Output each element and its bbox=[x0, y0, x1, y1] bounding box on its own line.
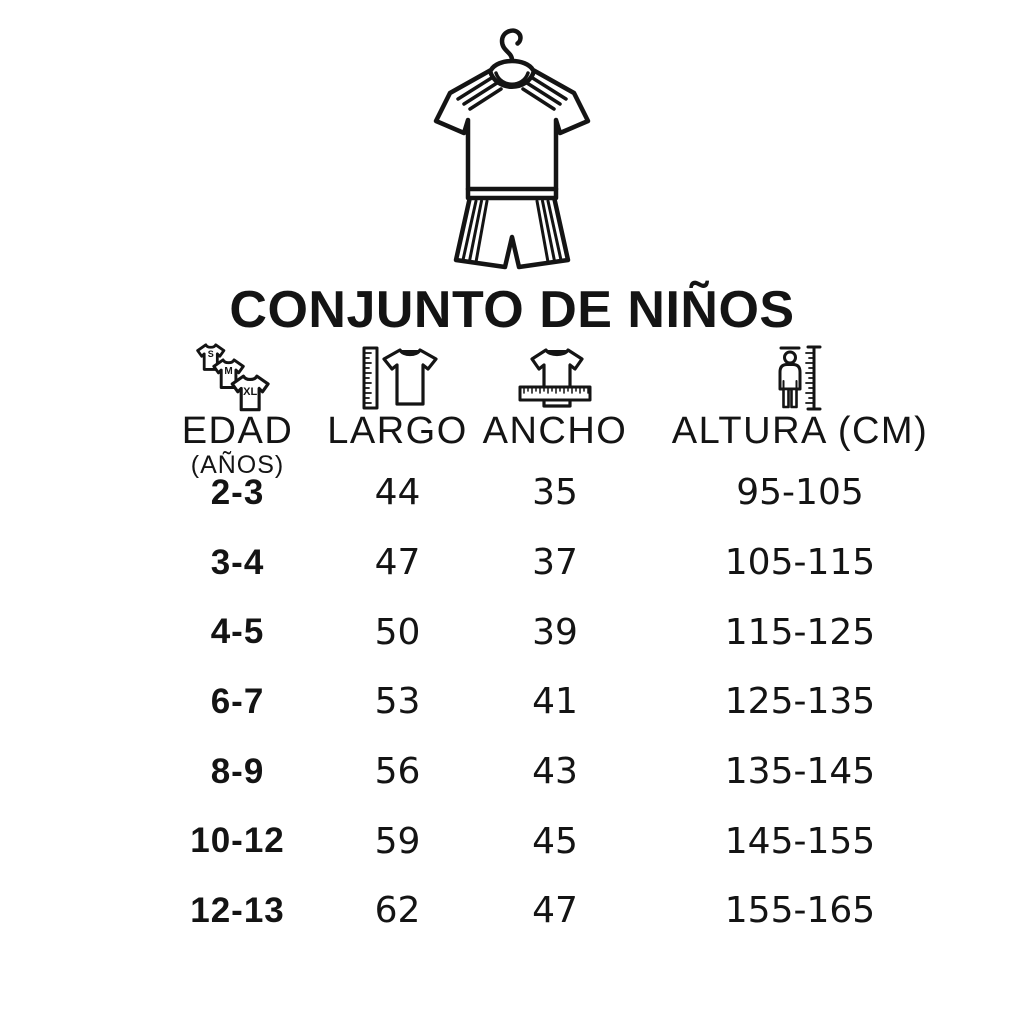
cell-ancho: 45 bbox=[532, 820, 578, 862]
column-header-edad-label: EDAD bbox=[181, 410, 294, 452]
cell-edad: 3-4 bbox=[210, 542, 265, 582]
cell-edad: 2-3 bbox=[210, 472, 265, 512]
svg-text:XL: XL bbox=[242, 386, 257, 398]
column-header-ancho bbox=[475, 412, 635, 478]
table-row bbox=[155, 806, 965, 876]
cell-altura: 135-145 bbox=[724, 751, 876, 793]
column-header-altura-label: ALTURA (CM) bbox=[671, 410, 929, 452]
cell-altura: 125-135 bbox=[724, 681, 876, 723]
ruler-shirt-length-icon bbox=[350, 342, 446, 414]
cell-edad: 12-13 bbox=[190, 890, 285, 930]
person-height-ruler-icon bbox=[770, 342, 830, 414]
cell-ancho: 47 bbox=[532, 890, 578, 932]
stacked-shirt-sizes-icon bbox=[190, 342, 286, 414]
table-row bbox=[155, 597, 965, 667]
cell-largo: 44 bbox=[374, 472, 421, 514]
cell-edad: 4-5 bbox=[210, 612, 265, 652]
column-header-altura bbox=[635, 412, 965, 478]
cell-ancho: 35 bbox=[532, 472, 578, 514]
cell-edad: 8-9 bbox=[210, 751, 265, 791]
cell-edad: 10-12 bbox=[190, 821, 285, 861]
table-header-row bbox=[155, 410, 965, 479]
cell-ancho: 39 bbox=[532, 611, 578, 653]
table-rows bbox=[155, 458, 965, 946]
cell-largo: 59 bbox=[374, 820, 421, 862]
cell-ancho: 41 bbox=[532, 681, 578, 723]
jersey-icon bbox=[436, 61, 588, 198]
cell-largo: 47 bbox=[374, 542, 421, 584]
page-title: CONJUNTO DE NIÑOS bbox=[229, 281, 795, 339]
column-header-edad-sublabel: (AÑOS) bbox=[190, 450, 285, 479]
table-icon-row bbox=[155, 342, 965, 412]
cell-largo: 62 bbox=[374, 890, 421, 932]
cell-edad: 6-7 bbox=[210, 681, 265, 721]
cell-largo: 50 bbox=[374, 611, 421, 653]
kit-illustration bbox=[412, 20, 612, 272]
cell-ancho: 43 bbox=[532, 751, 578, 793]
cell-altura: 105-115 bbox=[724, 542, 876, 584]
table-row bbox=[155, 876, 965, 946]
table-row bbox=[155, 528, 965, 598]
column-header-largo bbox=[320, 412, 475, 478]
svg-text:S: S bbox=[207, 349, 214, 359]
cell-ancho: 37 bbox=[532, 542, 578, 584]
cell-altura: 155-165 bbox=[724, 890, 876, 932]
column-header-edad bbox=[155, 412, 320, 478]
svg-text:M: M bbox=[223, 366, 233, 377]
table-row bbox=[155, 667, 965, 737]
column-header-largo-label: LARGO bbox=[327, 410, 468, 452]
table-row bbox=[155, 737, 965, 807]
cell-altura: 115-125 bbox=[724, 611, 876, 653]
column-header-ancho-label: ANCHO bbox=[482, 410, 628, 452]
cell-largo: 56 bbox=[374, 751, 421, 793]
cell-largo: 53 bbox=[374, 681, 421, 723]
shirt-width-ruler-icon bbox=[507, 342, 603, 414]
size-table bbox=[155, 342, 965, 946]
cell-altura: 95-105 bbox=[736, 472, 864, 514]
cell-altura: 145-155 bbox=[724, 820, 876, 862]
